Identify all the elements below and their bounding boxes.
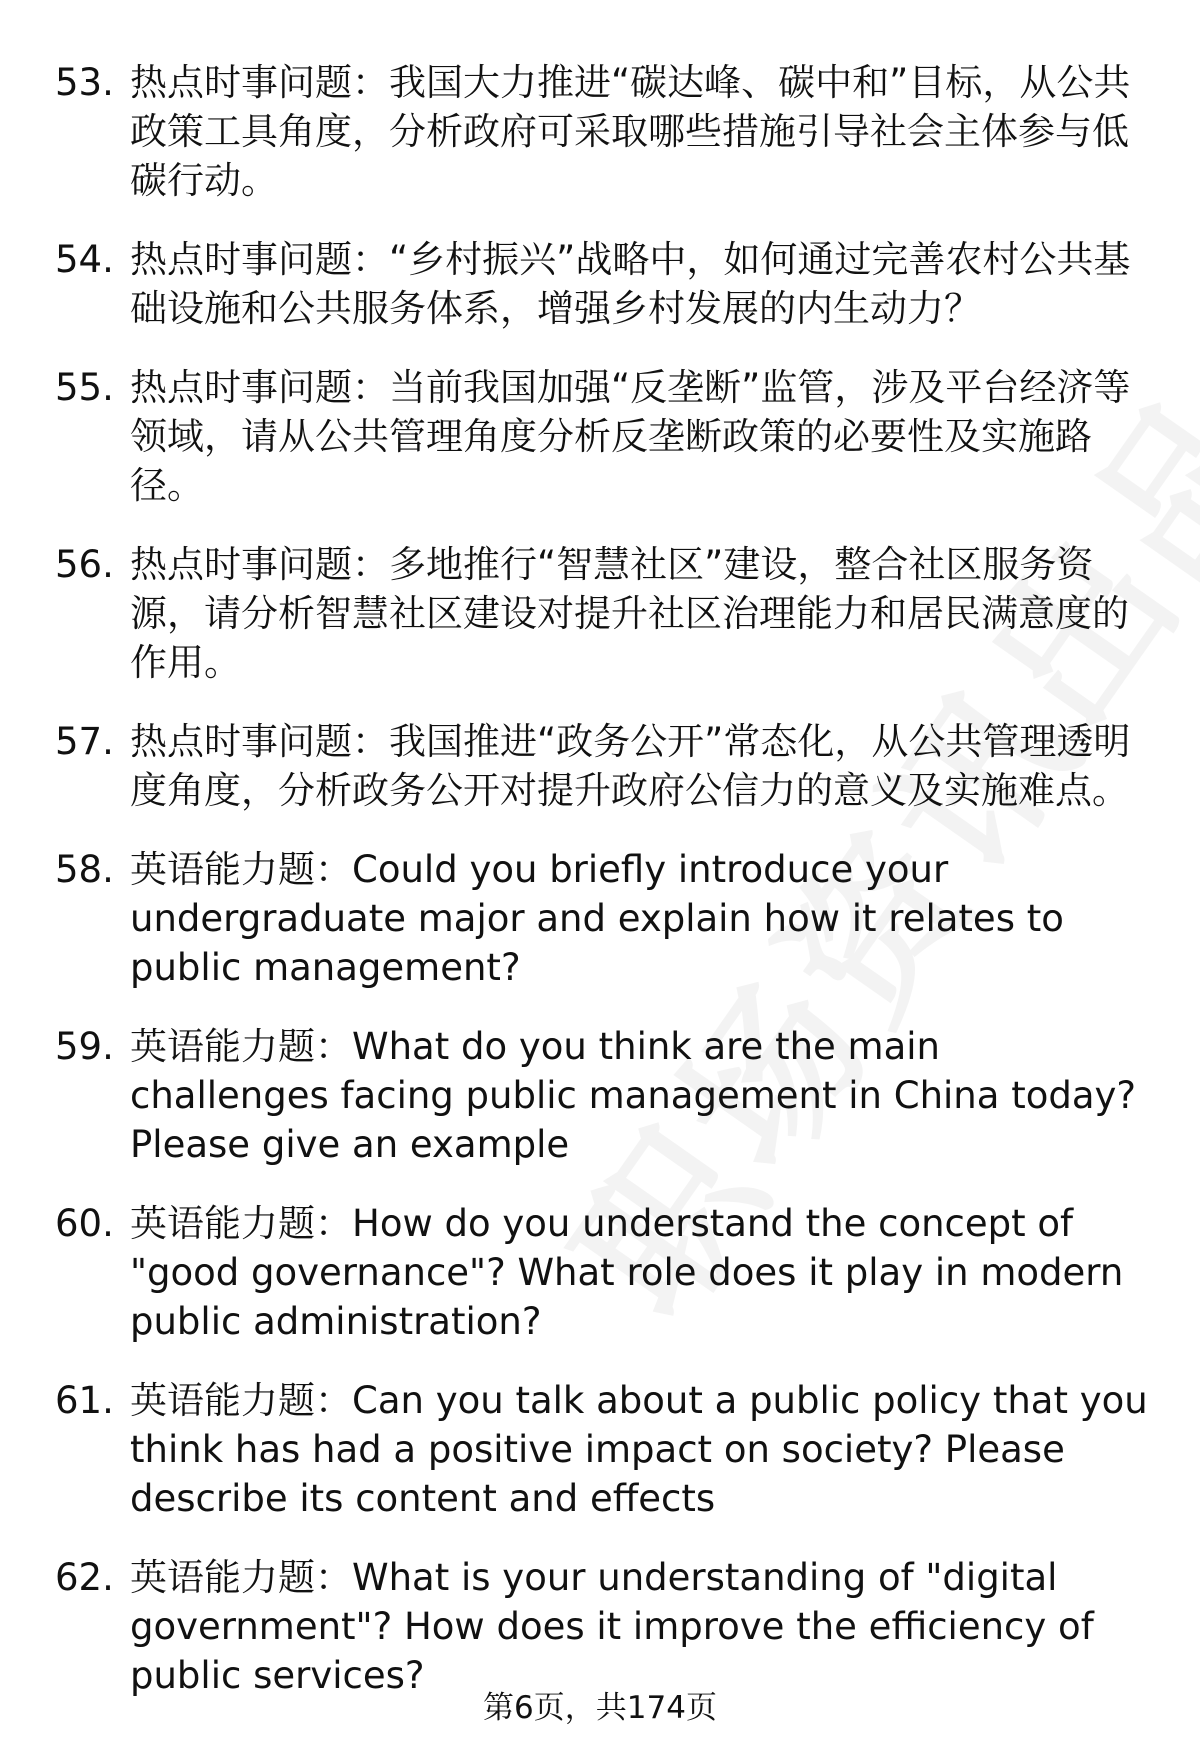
question-number: 58. [55,848,114,891]
question-item-59 [55,1022,1150,1169]
question-number: 59. [55,1025,114,1068]
question-text: 英语能力题：What do you think are the main challenges facing public management in China today? Please give an example [130,1025,1137,1166]
question-number: 54. [55,238,114,281]
question-item-60 [55,1199,1150,1346]
question-text: 热点时事问题：多地推行“智慧社区”建设，整合社区服务资源，请分析智慧社区建设对提升社区治理能力和居民满意度的作用。 [130,543,1129,684]
question-number: 53. [55,61,114,104]
page-footer: 第6页，共174页 [483,1690,717,1726]
question-text: 热点时事问题：我国大力推进“碳达峰、碳中和”目标，从公共政策工具角度，分析政府可采取哪些措施引导社会主体参与低碳行动。 [130,61,1131,202]
question-item-56 [55,540,1150,687]
question-text: 英语能力题：How do you understand the concept of "good governance"? What role does it play in modern public administration? [130,1202,1124,1343]
question-text: 热点时事问题：我国推进“政务公开”常态化，从公共管理透明度角度，分析政务公开对提升政府公信力的意义及实施难点。 [130,720,1131,812]
question-item-55 [55,363,1150,510]
question-item-57 [55,717,1150,815]
question-text: 热点时事问题：“乡村振兴”战略中，如何通过完善农村公共基础设施和公共服务体系，增强乡村发展的内生动力？ [130,238,1131,330]
question-text: 英语能力题：What is your understanding of "digital government"? How does it improve the efficiency of public services? [130,1556,1094,1697]
question-item-53 [55,58,1150,205]
question-item-62 [55,1553,1150,1700]
question-item-61 [55,1376,1150,1523]
question-number: 55. [55,366,114,409]
question-text: 英语能力题：Can you talk about a public policy that you think has had a positive impact on society? Please describe its content and effects [130,1379,1148,1520]
question-number: 62. [55,1556,114,1599]
question-item-54 [55,235,1150,333]
question-number: 60. [55,1202,114,1245]
question-text: 热点时事问题：当前我国加强“反垄断”监管，涉及平台经济等领域，请从公共管理角度分析反垄断政策的必要性及实施路径。 [130,366,1131,507]
question-number: 56. [55,543,114,586]
question-item-58 [55,845,1150,992]
question-number: 57. [55,720,114,763]
question-number: 61. [55,1379,114,1422]
question-list [55,58,1150,1730]
question-text: 英语能力题：Could you briefly introduce your undergraduate major and explain how it relates to public management? [130,848,1064,989]
